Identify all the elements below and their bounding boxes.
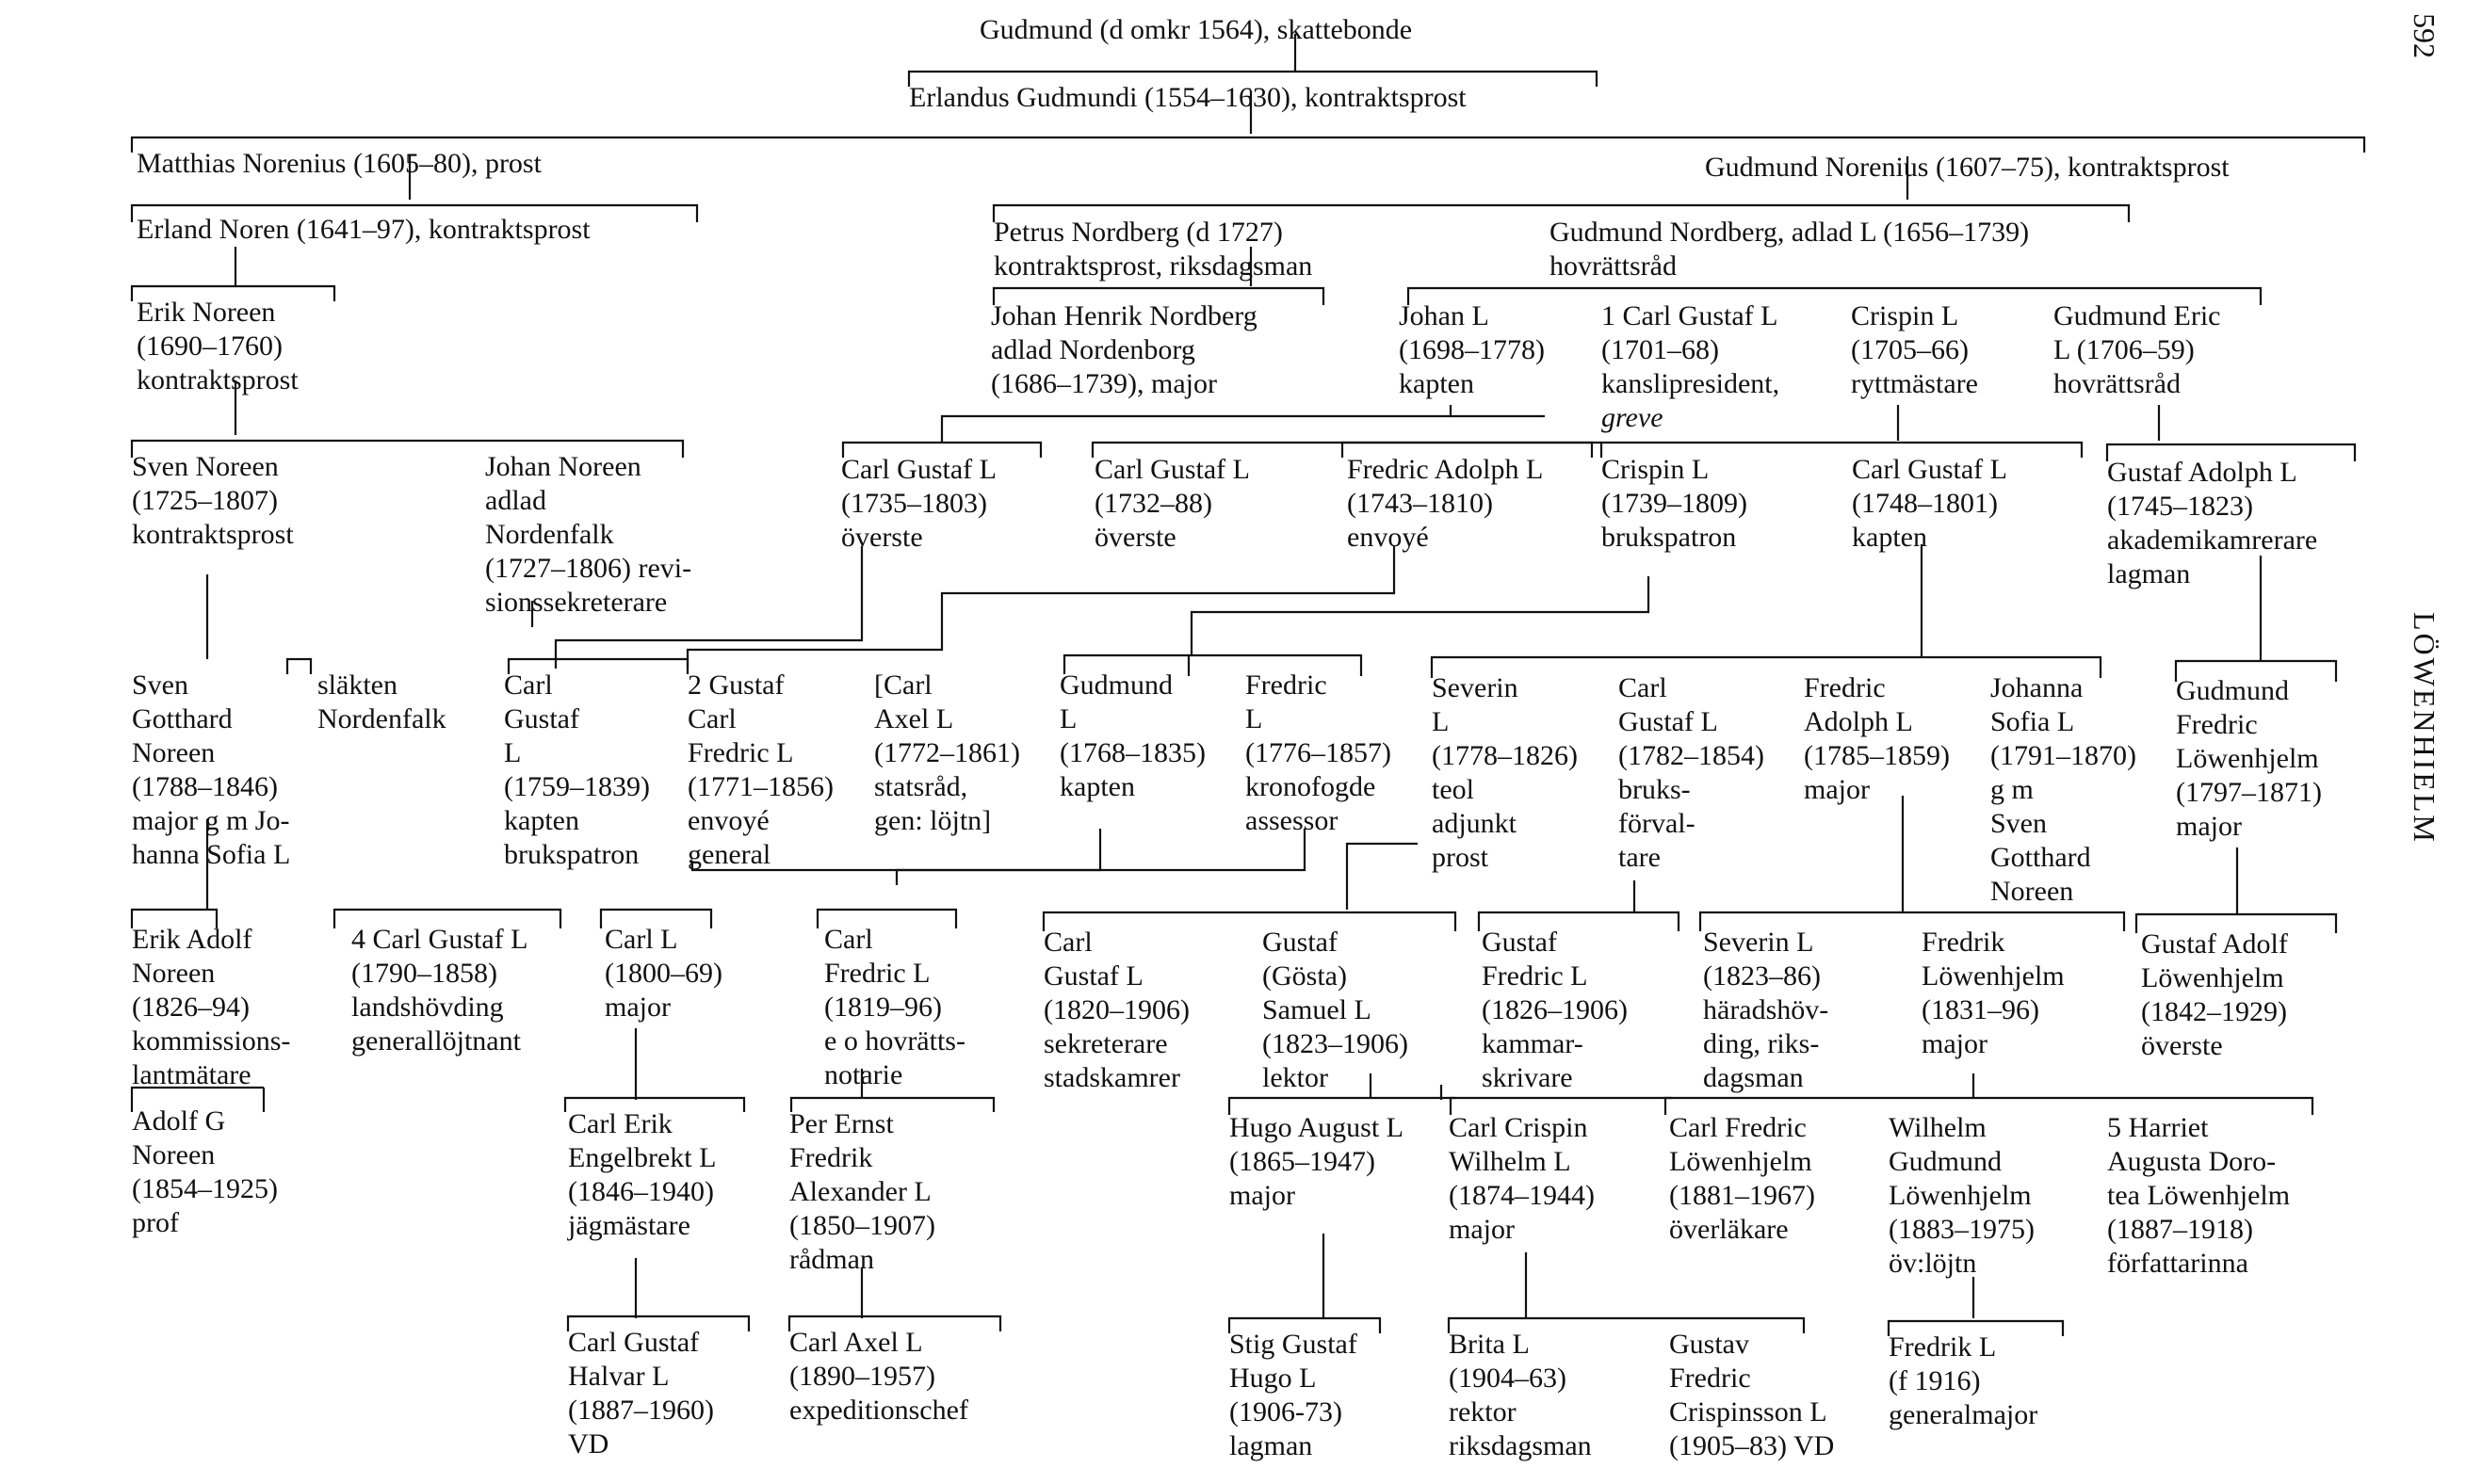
family-title: LÖWENHIELM (2408, 612, 2442, 845)
node-crispin-1739: Crispin L (1739–1809) brukspatron (1601, 454, 1747, 553)
node-carl-gustaf-4: 4 Carl Gustaf L (1790–1858) landshövding generallöjtnant (351, 924, 528, 1057)
node-carl-gustaf-1735: Carl Gustaf L (1735–1803) överste (841, 454, 997, 553)
node-sven-noreen: Sven Noreen (1725–1807) kontraktsprost (132, 451, 294, 550)
connector-line (942, 405, 1451, 443)
node-carl-crispin-wilhelm: Carl Crispin Wilhelm L (1874–1944) major (1449, 1112, 1595, 1245)
node-gudmund-eric: Gudmund Eric L (1706–59) hovrättsråd (2053, 300, 2221, 399)
node-carl-gustaf-halvar: Carl Gustaf Halvar L (1887–1960) VD (568, 1327, 714, 1460)
node-gudmund-1768: Gudmund L (1768–1835) kapten (1060, 669, 1206, 802)
connector-line (1347, 844, 1418, 910)
node-fredrik-1916: Fredrik L (f 1916) generalmajor (1889, 1331, 2038, 1430)
node-adolf-g-noreen: Adolf G Noreen (1854–1925) prof (132, 1105, 278, 1238)
node-hugo-august: Hugo August L (1865–1947) major (1229, 1112, 1404, 1211)
node-severin-1823: Severin L (1823–86) häradshöv- ding, riks- dagsman (1703, 927, 1829, 1093)
node-brita: Brita L (1904–63) rektor riksdagsman (1449, 1329, 1592, 1461)
node-gustav-fredric-crispinsson: Gustav Fredric Crispinsson L (1905–83) VD (1669, 1329, 1835, 1461)
node-carl-axel-1772: [Carl Axel L (1772–1861) statsråd, gen: löjtn] (874, 669, 1020, 836)
node-gustaf-fredric-1826: Gustaf Fredric L (1826–1906) kammar- skrivare (1482, 927, 1628, 1093)
node-fredric-adolph-1785: Fredric Adolph L (1785–1859) major (1804, 672, 1950, 805)
node-erik-noreen: Erik Noreen (1690–1760) kontraktsprost (137, 297, 299, 395)
node-severin-1778: Severin L (1778–1826) teol adjunkt prost (1432, 672, 1578, 873)
node-per-ernst: Per Ernst Fredrik Alexander L (1850–1907) rådman (789, 1108, 935, 1275)
node-carl-gustaf-1748: Carl Gustaf L (1748–1801) kapten (1852, 454, 2007, 553)
node-johan-noreen: Johan Noreen adlad Nordenfalk (1727–1806) revi- sionssekreterare (485, 451, 692, 618)
node-johan-l: Johan L (1698–1778) kapten (1399, 300, 1545, 399)
node-gudmund-nordberg: Gudmund Nordberg, adlad L (1656–1739) hovrättsråd (1549, 217, 2030, 282)
node-erland-noren: Erland Noren (1641–97), kontraktsprost (137, 214, 591, 245)
node-matthias-norenius: Matthias Norenius (1605–80), prost (137, 148, 542, 179)
node-johan-henrik-nordberg: Johan Henrik Nordberg adlad Nordenborg (1686–1739), major (991, 300, 1257, 399)
node-fredric-adolph-1743: Fredric Adolph L (1743–1810) envoyé (1347, 454, 1544, 553)
node-gustaf-adolf-1842: Gustaf Adolf Löwenhjelm (1842–1929) överste (2141, 928, 2288, 1061)
node-carl-gustaf-1: 1 Carl Gustaf L (1701–68) kanslipresident, greve (1601, 300, 1780, 433)
node-carl-gustaf-1820: Carl Gustaf L (1820–1906) sekreterare stadskamrer (1044, 927, 1190, 1093)
node-carl-axel-1890: Carl Axel L (1890–1957) expeditionschef (789, 1327, 968, 1426)
node-sven-gotthard-noreen: Sven Gotthard Noreen (1788–1846) major g m Jo- hanna Sofia L (132, 669, 291, 870)
node-harriet: 5 Harriet Augusta Doro- tea Löwenhjelm (1887–1918) författarinna (2107, 1112, 2291, 1279)
node-crispin-1705: Crispin L (1705–66) ryttmästare (1851, 300, 1978, 399)
page-number: 592 (2408, 13, 2442, 58)
node-johanna-sofia: Johanna Sofia L (1791–1870) g m Sven Gotthard Noreen (1990, 672, 2136, 907)
node-carl-gustaf-1732: Carl Gustaf L (1732–88) överste (1095, 454, 1250, 553)
connector-line (1192, 576, 1648, 655)
node-carl-erik-engelbrekt: Carl Erik Engelbrekt L (1846–1940) jägmästare (568, 1108, 717, 1241)
node-fredrik-1831: Fredrik Löwenhjelm (1831–96) major (1922, 927, 2065, 1059)
node-gustaf-carl-fredric-2: 2 Gustaf Carl Fredric L (1771–1856) envoyé general (688, 669, 834, 870)
node-slakten-nordenfalk: släkten Nordenfalk (317, 669, 446, 734)
node-petrus-nordberg: Petrus Nordberg (d 1727) kontraktsprost, riksdagsman (994, 217, 1313, 282)
node-carl-gustaf-1759: Carl Gustaf L (1759–1839) kapten brukspatron (504, 669, 650, 870)
node-gosta-1823: Gustaf (Gösta) Samuel L (1823–1906) lektor (1262, 927, 1408, 1093)
node-stig-gustaf: Stig Gustaf Hugo L (1906-73) lagman (1229, 1329, 1357, 1461)
node-gudmund-skattebonde: Gudmund (d omkr 1564), skattebonde (980, 14, 1413, 45)
connector-line (688, 546, 1394, 669)
node-erlandus-gudmundi: Erlandus Gudmundi (1554–1630), kontraktsprost (909, 82, 1467, 113)
node-carl-gustaf-1782: Carl Gustaf L (1782–1854) bruks- förval- tare (1618, 672, 1764, 873)
node-carl-fredric-1819: Carl Fredric L (1819–96) e o hovrätts- notarie (824, 924, 965, 1090)
node-gudmund-norenius: Gudmund Norenius (1607–75), kontraktsprost (1705, 152, 2230, 183)
node-carl-1800: Carl L (1800–69) major (605, 924, 722, 1023)
node-carl-fredric-lowenhjelm: Carl Fredric Löwenhjelm (1881–1967) överläkare (1669, 1112, 1815, 1245)
connector-line (287, 659, 311, 674)
node-fredric-1776: Fredric L (1776–1857) kronofogde assessor (1245, 669, 1391, 836)
node-wilhelm-gudmund: Wilhelm Gudmund Löwenhjelm (1883–1975) öv:löjtn (1889, 1112, 2035, 1279)
node-gudmund-fredric-1797: Gudmund Fredric Löwenhjelm (1797–1871) major (2176, 675, 2322, 842)
node-erik-adolf-noreen: Erik Adolf Noreen (1826–94) kommissions- lantmätare (132, 924, 291, 1090)
node-gustaf-adolph-1745: Gustaf Adolph L (1745–1823) akademikamrerare lagman (2107, 457, 2318, 589)
